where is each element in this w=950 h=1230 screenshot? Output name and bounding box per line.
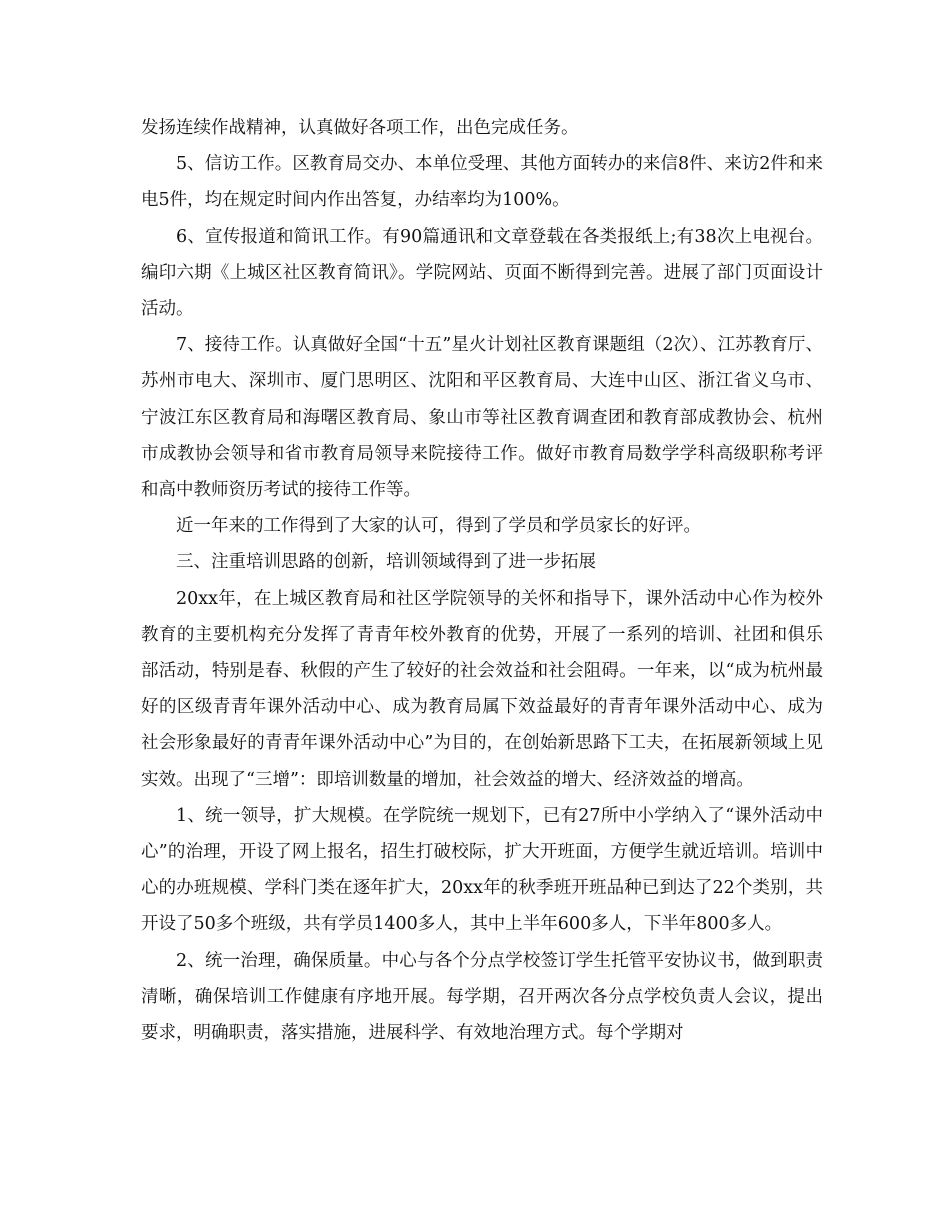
paragraph-publicity-work: 6、宣传报道和简讯工作。有90篇通讯和文章登载在各类报纸上;有38次上电视台。编印六期《上城区社区教育简讯》。学院网站、页面不断得到完善。进展了部门页面设计活动。 — [141, 226, 823, 320]
document-body — [141, 110, 823, 1051]
paragraph-unified-management: 2、统一治理，确保质量。中心与各个分点学校签订学生托管平安协议书，做到职责清晰，确保培训工作健康有序地开展。每学期，召开两次各分点学校负责人会议，提出要求，明确职责，落实措施，进展科学、有效地治理方式。每个学期对 — [141, 950, 823, 1044]
paragraph-recognition: 近一年来的工作得到了大家的认可，得到了学员和学员家长的好评。 — [176, 516, 701, 537]
section-heading-training-innovation: 三、注重培训思路的创新，培训领域得到了进一步拓展 — [176, 552, 596, 573]
paragraph-petition-work: 5、信访工作。区教育局交办、本单位受理、其他方面转办的来信8件、来访2件和来电5件，均在规定时间内作出答复，办结率均为100%。 — [141, 154, 823, 211]
paragraph-annual-overview: 20xx年，在上城区教育局和社区学院领导的关怀和指导下，课外活动中心作为校外教育的主要机构充分发挥了青青年校外教育的优势，开展了一系列的培训、社团和俱乐部活动，特别是春、秋假的产生了较好的社会效益和社会阻碍。一年来，以“成为杭州最好的区级青青年课外活动中心、成为教育局属下效益最好的青青年课外活动中心、成为社会形象最好的青青年课外活动中心”为目的，在创始新思路下工夫，在拓展新领域上见实效。出现了“三增”：即培训数量的增加，社会效益的增大、经济效益的增高。 — [141, 588, 823, 790]
paragraph-continuation: 发扬连续作战精神，认真做好各项工作，出色完成任务。 — [141, 118, 579, 138]
paragraph-reception-work: 7、接待工作。认真做好全国“十五”星火计划社区教育课题组（2次）、江苏教育厅、苏州市电大、深圳市、厦门思明区、沈阳和平区教育局、大连中山区、浙江省义乌市、宁波江东区教育局和海曙区教育局、象山市等社区教育调查团和教育部成教协会、杭州市成教协会领导和省市教育局领导来院接待工作。做好市教育局数学学科高级职称考评和高中教师资历考试的接待工作等。 — [141, 335, 823, 501]
paragraph-unified-leadership: 1、统一领导，扩大规模。在学院统一规划下，已有27所中小学纳入了“课外活动中心”的治理，开设了网上报名，招生打破校际，扩大开班面，方便学生就近培训。培训中心的办班规模、学科门类在逐年扩大，20xx年的秋季班开班品种已到达了22个类别，共开设了50多个班级，共有学员1400多人，其中上半年600多人，下半年800多人。 — [141, 805, 823, 935]
